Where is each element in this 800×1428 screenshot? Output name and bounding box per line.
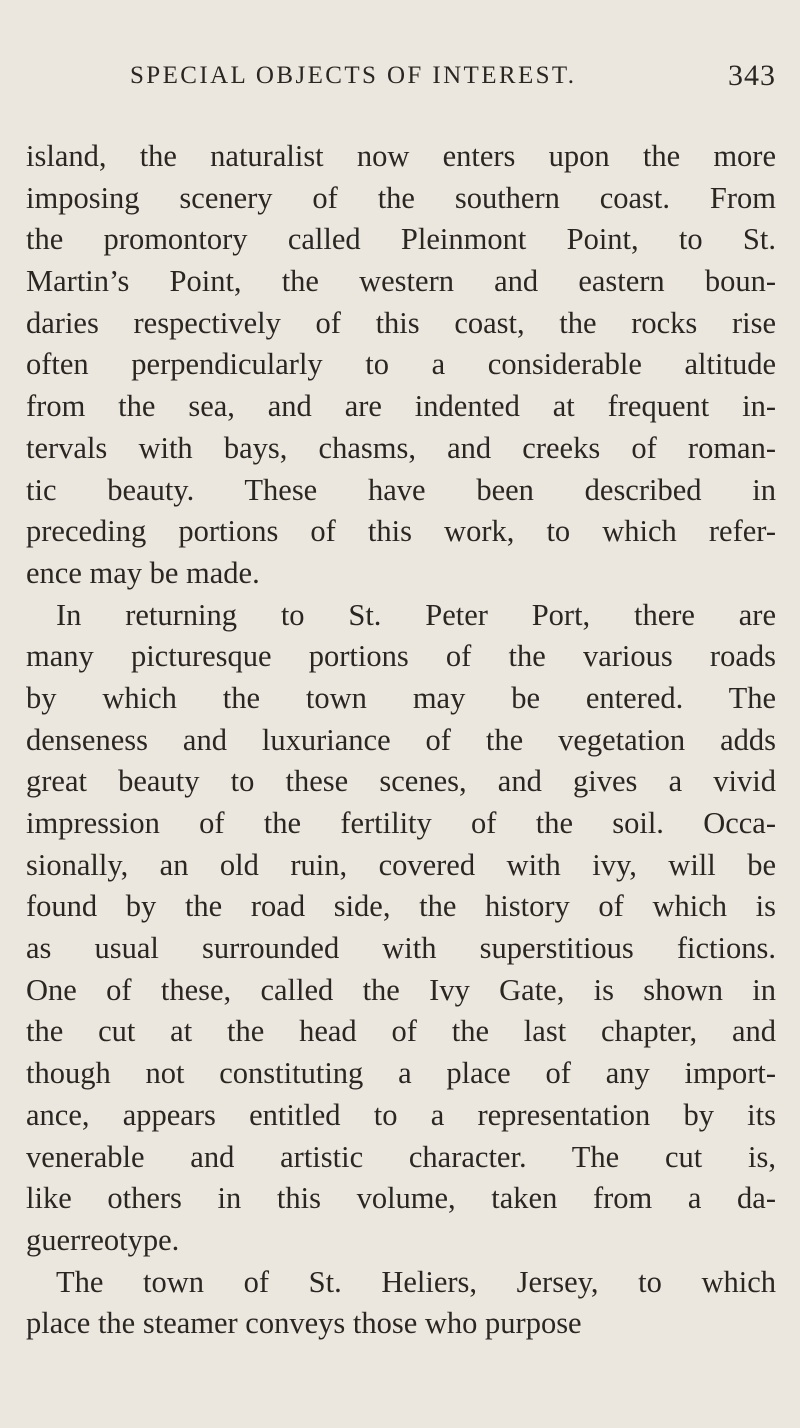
text-line: place the steamer conveys those who purpose bbox=[26, 1306, 582, 1341]
text-line: the promontory called Pleinmont Point, to St. bbox=[26, 222, 776, 257]
text-line: though not constituting a place of any import- bbox=[26, 1056, 776, 1091]
text-line: ance, appears entitled to a representation by its bbox=[26, 1097, 776, 1132]
text-line: The town of St. Heliers, Jersey, to which bbox=[56, 1264, 776, 1299]
text-line: as usual surrounded with superstitious fictions. bbox=[26, 931, 776, 966]
text-line: like others in this volume, taken from a da- bbox=[26, 1181, 776, 1216]
text-line: from the sea, and are indented at frequent in- bbox=[26, 389, 776, 424]
text-line: often perpendicularly to a considerable altitude bbox=[26, 347, 776, 382]
text-line: ence may be made. bbox=[26, 555, 260, 590]
body-text bbox=[26, 136, 776, 1345]
text-line: One of these, called the Ivy Gate, is shown in bbox=[26, 972, 776, 1007]
text-line: preceding portions of this work, to which refer- bbox=[26, 514, 776, 549]
text-line: tic beauty. These have been described in bbox=[26, 472, 776, 507]
text-line: denseness and luxuriance of the vegetation adds bbox=[26, 722, 776, 757]
text-line: guerreotype. bbox=[26, 1222, 180, 1257]
text-line: venerable and artistic character. The cut is, bbox=[26, 1139, 776, 1174]
text-line: impression of the fertility of the soil. Occa- bbox=[26, 806, 776, 840]
text-line: found by the road side, the history of which is bbox=[26, 889, 776, 924]
text-line: island, the naturalist now enters upon the more bbox=[26, 139, 776, 173]
text-line: the cut at the head of the last chapter, and bbox=[26, 1014, 776, 1049]
text-line: imposing scenery of the southern coast. From bbox=[26, 180, 776, 215]
running-head-title: SPECIAL OBJECTS OF INTEREST. bbox=[130, 62, 577, 89]
text-line: tervals with bays, chasms, and creeks of roman- bbox=[26, 430, 776, 465]
text-line: by which the town may be entered. The bbox=[26, 680, 776, 715]
text-line: many picturesque portions of the various roads bbox=[26, 639, 776, 674]
running-head bbox=[130, 56, 776, 96]
text-line: sionally, an old ruin, covered with ivy, will be bbox=[26, 847, 776, 882]
text-line: daries respectively of this coast, the rocks rise bbox=[26, 305, 776, 340]
page-number: 343 bbox=[728, 59, 776, 92]
text-line: Martin’s Point, the western and eastern boun- bbox=[26, 264, 776, 299]
text-line: In returning to St. Peter Port, there are bbox=[56, 597, 776, 632]
text-line: great beauty to these scenes, and gives a vivid bbox=[26, 764, 776, 799]
